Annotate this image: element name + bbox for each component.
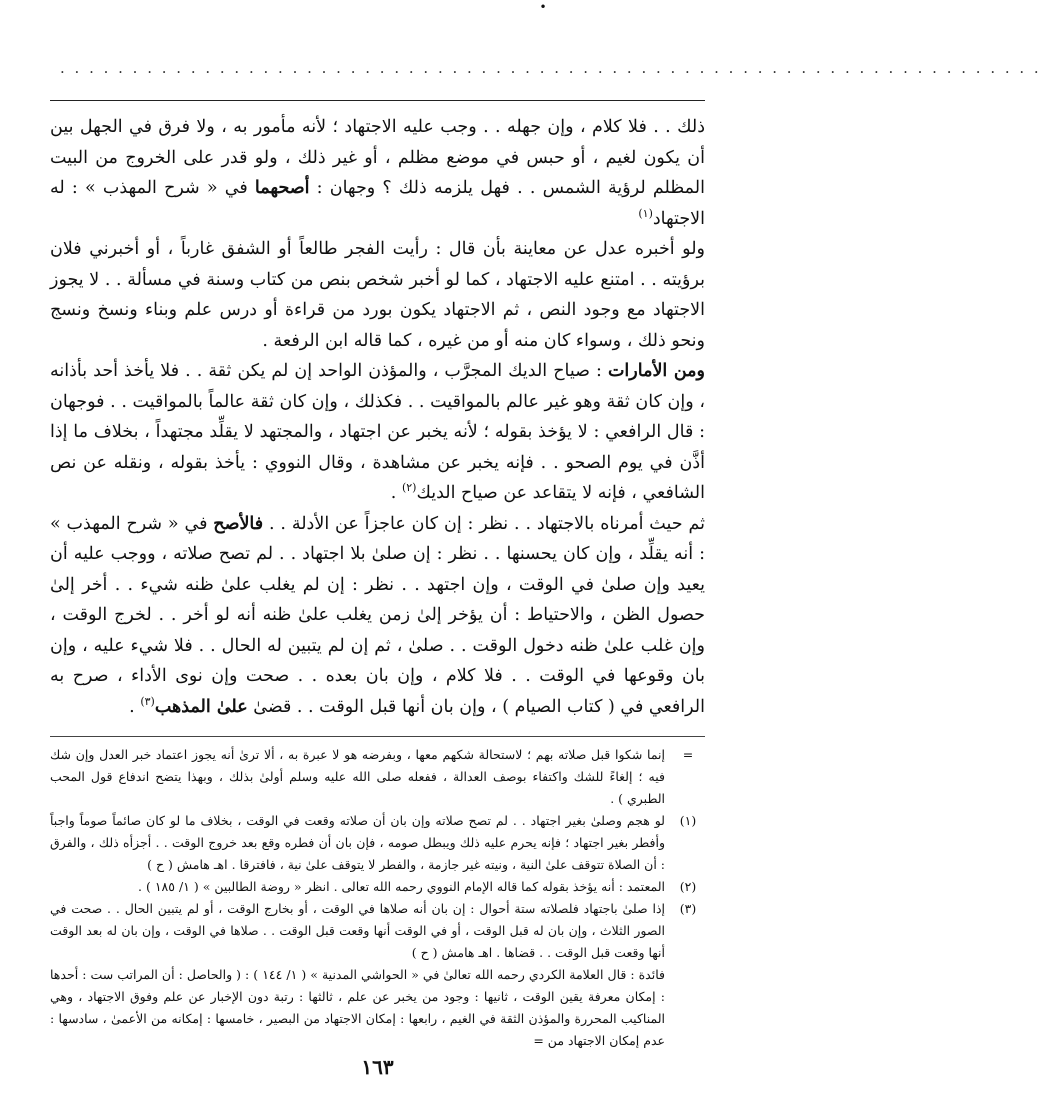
main-text [50, 112, 705, 722]
footnote-text: لو هجم وصلىٰ بغير اجتهاد . . لم تصح صلاته وإن بان أن صلاته وقعت في الوقت ، بخلاف ما لو كان صائماً صوماً واجباً وأفطر بغير اجتهاد ؛ فإنه يحرم عليه ذلك ويبطل صومه ، فإن بان أن فطره وقع بعد خروج الوقت . . أجزأه ذلك ، والفرق : أن الصلاة تتوقف علىٰ النية ، ونيته غير جازمة ، والفطر لا يتوقف علىٰ نية ، فافترقا . اهـ هامش ( ح ) [50, 813, 665, 872]
paragraph-1 [50, 112, 705, 234]
footnote-2 [50, 876, 705, 898]
footnote-number: (١) [679, 813, 697, 828]
footnote-1 [50, 810, 705, 876]
book-page [50, 0, 1041, 1109]
paragraph-3: ومن الأمارات : صياح الديك المجرَّب ، والمؤذن الواحد إن لم يكن ثقة . . فلا يأخذ أحد بأذانه ، وإن كان ثقة وهو غير عالم بالمواقيت . . فكذلك ، وإن كان ثقة عالماً بالمواقيت . . فوجهان : قال الرافعي : لا يؤخذ بقوله ؛ لأنه يخبر عن اجتهاد ، والمجتهد لا يقلِّد مجتهداً ، بخلاف ما إذا أذَّن في يوم الصحو . . فإنه يخبر عن مشاهدة ، وقال النووي : يأخذ بقوله ، ونقله عن نص الشافعي ، فإنه لا يتقاعد عن صياح الديك$^{(٢)}$ . [50, 361, 705, 503]
paragraph-3-text: : صياح الديك المجرَّب ، والمؤذن الواحد إن لم يكن ثقة . . فلا يأخذ أحد بأذانه ، وإن كان ثقة وهو غير عالم بالمواقيت . . فكذلك ، وإن كان ثقة عالماً بالمواقيت . . فوجهان : قال الرافعي : لا يؤخذ بقوله ؛ لأنه يخبر عن اجتهاد ، والمجتهد لا يقلِّد مجتهداً ، بخلاف ما إذا أذَّن في يوم الصحو . . فإنه يخبر عن مشاهدة ، وقال النووي : يأخذ بقوله ، ونقله عن نص الشافعي ، فإنه لا يتقاعد عن صياح الديك [50, 361, 705, 503]
page-number: ١٦٣ [361, 1055, 394, 1079]
footnote-text: إنما شكوا قبل صلاته بهم ؛ لاستحالة شكهم معها ، وبفرضه هو لا عبرة به ، ألا ترىٰ أنه يجوز اعتماد خبر العدل وإن شك فيه ؛ إلغاءً للشك واكتفاء بوصف العدالة ، ففعله صلى الله عليه وسلم أولىٰ بذلك ، وبهذا يتضح اندفاع قول المحب الطبري ) . [50, 747, 665, 806]
footnote-rule [50, 736, 705, 737]
paragraph-4-text-b: في « شرح المهذب » : أنه يقلِّد ، وإن كان يحسنها . . نظر : إن صلىٰ بلا اجتهاد . . لم تصح صلاته ، ووجب عليه أن يعيد وإن صلىٰ في الوقت ، وإن اجتهد . . نظر : إن لم يغلب علىٰ ظنه شيء . . أخر إلىٰ حصول الظن ، والاحتياط : أن يؤخر إلىٰ زمن يغلب علىٰ ظنه أنه لو أخر . . لخرج الوقت ، وإن غلب علىٰ ظنه دخول الوقت . . صلىٰ ، ثم إن لم يتبين له الحال . . فلا شيء عليه ، وإن بان وقوعها في الوقت . . فلا كلام ، وإن بان بعده . . صحت وإن نوى الأداء ، صرح به الرافعي في ( كتاب الصيام ) ، وإن بان أنها قبل الوقت . . قضىٰ [50, 513, 705, 717]
paragraph-3-bold: ومن الأمارات [607, 361, 705, 381]
header-rule [50, 100, 705, 101]
dotted-separator: · · · · · · · · · · · · · · · · · · · · · · · · · · · · · · · · · · · · · · · · · · · · · · · · · · · · · · · · · · · · · · · · · · · · [60, 63, 1041, 81]
footnotes [50, 744, 705, 1052]
footnote-ref-1[interactable]: (١) [638, 206, 653, 220]
footnote-ref-3[interactable]: (٣) [140, 694, 155, 708]
footnote-benefit [50, 964, 705, 1052]
paragraph-4-bold: فالأصح [213, 513, 264, 534]
paragraph-2: ولو أخبره عدل عن معاينة بأن قال : رأيت الفجر طالعاً أو الشفق غارباً ، أو أخبرني فلان برؤيته . . امتنع عليه الاجتهاد ، كما لو أخبر شخص بنص من كتاب وسنة في مسألة . . لا يجوز الاجتهاد مع وجود النص ، ثم الاجتهاد يكون بورد من قراءة أو درس علم وبناء ونسخ ونسج ونحو ذلك ، وسواء كان منه أو من غيره ، كما قاله ابن الرفعة . [50, 239, 705, 351]
footnote-text: إذا صلىٰ باجتهاد فلصلاته ستة أحوال : إن بان أنه صلاها في الوقت ، أو بخارج الوقت ، أو لم يتبين الحال . . صحت في الصور الثلاث ، وإن بان له قبل الوقت ، أو في الوقت أنها وقعت قبل الوقت . . صلاها في الوقت ، وإن بان له بعد الوقت أنها وقعت قبل الوقت . . قضاها . اهـ هامش ( ح ) [50, 901, 665, 960]
footnote-number: (٢) [679, 879, 697, 894]
paragraph-4-bold-2: علىٰ المذهب [154, 696, 248, 717]
paragraph-1-text: ذلك . . فلا كلام ، وإن جهله . . وجب عليه الاجتهاد ؛ لأنه مأمور به ، ولا فرق في الجهل بين أن يكون لغيم ، أو حبس في موضع مظلم ، أو غير ذلك ، ولو قدر على الخروج من البيت المظلم لرؤية الشمس . . فهل يلزمه ذلك ؟ وجهان : [50, 117, 705, 198]
footnote-ref-2[interactable]: (٢) [401, 481, 417, 495]
footnote-text: المعتمد : أنه يؤخذ بقوله كما قاله الإمام النووي رحمه الله تعالى . انظر « روضة الطالبين » ( ١/ ١٨٥ ) . [138, 879, 665, 894]
paragraph-1-bold: أصحهما [254, 178, 310, 198]
footnote-number: (٣) [679, 901, 697, 916]
footnote-number: = [682, 747, 694, 762]
footnote-3 [50, 898, 705, 964]
paragraph-4: ثم حيث أمرناه بالاجتهاد . . نظر : إن كان عاجزاً عن الأدلة . . فالأصح في « شرح المهذب » : أنه يقلِّد ، وإن كان يحسنها . . نظر : إن صلىٰ بلا اجتهاد . . لم تصح صلاته ، ووجب عليه أن يعيد وإن صلىٰ في الوقت ، وإن اجتهد . . نظر : إن لم يغلب علىٰ ظنه شيء . . أخر إلىٰ حصول الظن ، والاحتياط : أن يؤخر إلىٰ زمن يغلب علىٰ ظنه أنه لو أخر . . لخرج الوقت ، وإن غلب علىٰ ظنه دخول الوقت . . صلىٰ ، ثم إن لم يتبين له الحال . . فلا شيء عليه ، وإن بان وقوعها في الوقت . . فلا كلام ، وإن بان بعده . . صحت وإن نوى الأداء ، صرح به الرافعي في ( كتاب الصيام ) ، وإن بان أنها قبل الوقت . . قضىٰ علىٰ المذهب$^{(٣)}$ . [50, 513, 705, 717]
footnote-continued [50, 744, 705, 810]
page-top-mark: • [539, 0, 547, 14]
footnote-text: فائدة : قال العلامة الكردي رحمه الله تعالىٰ في « الحواشي المدنية » ( ١/ ١٤٤ ) : ( والحاصل : أن المراتب ست : أحدها : إمكان معرفة يقين الوقت ، ثانيها : وجود من يخبر عن علم ، ثالثها : رتبة دون الإخبار عن علم وفوق الاجتهاد ، وهي المناكيب المحررة والمؤذن الثقة في الغيم ، رابعها : إمكان الاجتهاد من البصير ، خامسها : إمكانه من الأعمىٰ ، سادسها : عدم إمكان الاجتهاد من = [50, 967, 666, 1048]
paragraph-1-end: في « شرح المهذب » : له الاجتهاد [50, 178, 705, 229]
paragraph-4-text: ثم حيث أمرناه بالاجتهاد . . نظر : إن كان عاجزاً عن الأدلة . . [269, 513, 705, 534]
